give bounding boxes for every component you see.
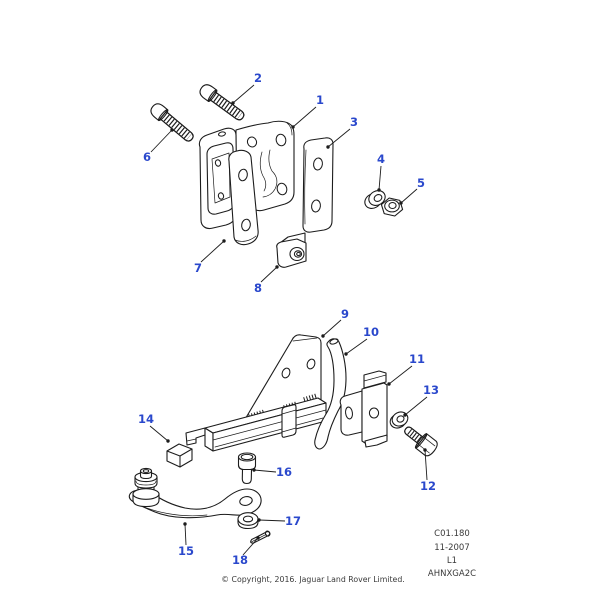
- callout-label-9[interactable]: 9: [340, 307, 350, 321]
- leader-dot: [231, 101, 234, 104]
- part-12-bolt: [400, 422, 439, 458]
- callout-label-10[interactable]: 10: [362, 325, 380, 339]
- callout-18: [232, 536, 260, 567]
- callout-5: [399, 176, 425, 205]
- callout-8: [254, 265, 279, 295]
- leader-dot: [403, 413, 406, 416]
- callout-label-15[interactable]: 15: [177, 544, 195, 558]
- part-16-pivot-pin: [239, 453, 256, 484]
- leader-dot: [291, 125, 294, 128]
- callout-9: [321, 307, 349, 338]
- callout-label-12[interactable]: 12: [419, 479, 437, 493]
- leader-dot: [222, 239, 225, 242]
- callout-label-11[interactable]: 11: [408, 352, 426, 366]
- part-15-check-arm: [129, 468, 261, 517]
- callout-label-16[interactable]: 16: [275, 465, 293, 479]
- leader-dot: [183, 522, 186, 525]
- callout-14: [138, 412, 170, 443]
- drawing-info-block: [428, 529, 476, 579]
- leader-dot: [387, 382, 390, 385]
- leader-dot: [252, 468, 255, 471]
- leader-dot: [170, 128, 173, 131]
- callout-label-4[interactable]: 4: [376, 152, 386, 166]
- callout-label-7[interactable]: 7: [193, 261, 203, 275]
- part-8-clip-nut: [277, 233, 306, 267]
- callout-10: [344, 325, 379, 356]
- image-code: AHNXGA2C: [427, 569, 477, 579]
- drawing-code: C01.180: [434, 529, 470, 539]
- leader-dot: [326, 145, 329, 148]
- leader-line: [259, 520, 285, 521]
- leader-line: [346, 339, 367, 354]
- callout-label-1[interactable]: 1: [315, 93, 325, 107]
- callout-label-17[interactable]: 17: [284, 514, 302, 528]
- leader-dot: [321, 334, 324, 337]
- part-14-spacer-block: [167, 444, 192, 467]
- leader-line: [254, 470, 276, 472]
- leader-dot: [275, 265, 278, 268]
- leader-dot: [344, 352, 347, 355]
- part-3-packing-plate: [303, 138, 333, 232]
- leader-line: [328, 129, 350, 147]
- leader-line: [323, 320, 341, 336]
- callout-label-8[interactable]: 8: [253, 281, 263, 295]
- callout-label-13[interactable]: 13: [422, 383, 440, 397]
- leader-line: [233, 85, 254, 103]
- callout-label-5[interactable]: 5: [416, 176, 426, 190]
- leader-dot: [256, 536, 259, 539]
- callout-1: [291, 93, 324, 129]
- callout-4: [377, 152, 385, 192]
- callout-label-18[interactable]: 18: [231, 553, 249, 567]
- callout-label-3[interactable]: 3: [349, 115, 359, 129]
- callout-17: [257, 514, 301, 528]
- callout-label-6[interactable]: 6: [142, 150, 152, 164]
- callout-16: [252, 465, 292, 479]
- revision-date: 11-2007: [434, 543, 470, 553]
- leader-line: [201, 241, 224, 262]
- callout-label-2[interactable]: 2: [253, 71, 263, 85]
- part-2-bolt: [197, 82, 246, 123]
- leader-dot: [377, 188, 380, 191]
- callout-13: [403, 383, 439, 417]
- part-18-split-pin: [250, 530, 271, 544]
- sheet-ref: L1: [446, 556, 458, 566]
- callout-6: [143, 128, 174, 164]
- callout-label-14[interactable]: 14: [137, 412, 155, 426]
- leader-line: [151, 130, 172, 152]
- leader-dot: [399, 201, 402, 204]
- leader-line: [261, 267, 277, 282]
- leader-dot: [423, 448, 426, 451]
- callout-2: [231, 71, 262, 105]
- callout-11: [387, 352, 425, 386]
- part-11-striker-bracket: [340, 371, 387, 447]
- leader-line: [150, 426, 168, 441]
- leader-dot: [257, 518, 260, 521]
- leader-line: [401, 189, 417, 203]
- part-17-washer: [238, 513, 258, 529]
- callout-7: [194, 239, 226, 275]
- leader-line: [379, 166, 381, 190]
- leader-line: [185, 524, 186, 545]
- part-9-support-rail-bracket: [186, 335, 326, 451]
- leader-line: [293, 107, 316, 127]
- leader-line: [405, 397, 427, 415]
- part-6-bolt: [148, 101, 196, 145]
- leader-line: [389, 366, 412, 384]
- copyright-notice: © Copyright, 2016. Jaguar Land Rover Limited.: [221, 575, 405, 584]
- leader-dot: [166, 439, 169, 442]
- callout-15: [178, 522, 194, 558]
